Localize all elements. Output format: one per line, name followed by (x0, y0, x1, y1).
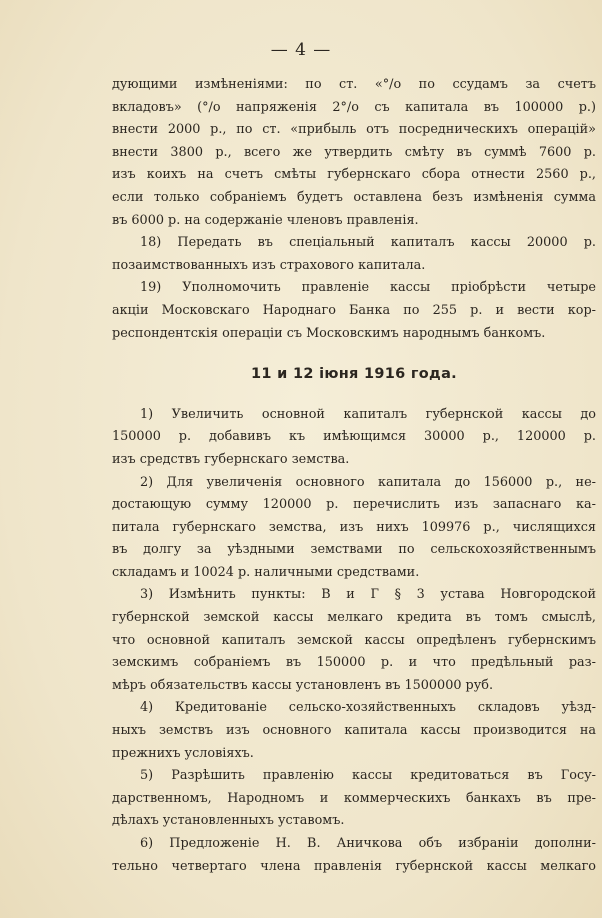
text-line: 6) Предложеніе Н. В. Аничкова объ избраніи дополни- (140, 836, 596, 851)
text-line: дующими измѣненіями: по ст. «°/о по ссудамъ за счетъ (112, 77, 596, 92)
text-line: прежнихъ условіяхъ. (112, 745, 254, 761)
paragraph-item-3 (112, 584, 596, 697)
text-line: респондентскія операціи съ Московскимъ народнымъ банкомъ. (112, 325, 546, 341)
text-line: губернской земской кассы мелкаго кредита въ томъ смыслѣ, (112, 610, 596, 626)
text-line: тельно четвертаго члена правленія губернской кассы мелкаго (112, 858, 596, 874)
text-line: 5) Разрѣшить правленію кассы кредитоваться въ Госу- (140, 768, 596, 784)
paragraph-item-6 (112, 833, 596, 878)
text-line: дарственномъ, Народномъ и коммерческихъ банкахъ въ пре- (112, 790, 596, 806)
text-line: достающую сумму 120000 р. перечислить изъ запаснаго ка- (112, 497, 596, 513)
paragraph-item-19 (112, 277, 596, 345)
text-line: земскимъ собраніемъ въ 150000 р. и что предѣльный раз- (112, 655, 596, 671)
text-line: что основной капиталъ земской кассы опредѣленъ губернскимъ (112, 632, 596, 648)
text-line: 18) Передать въ спеціальный капиталъ кассы 20000 р. (140, 235, 596, 251)
paragraph-item-1 (112, 404, 596, 472)
text-line: внести 2000 р., по ст. «прибыль отъ посредническихъ операцій» (112, 122, 596, 138)
page-number: — 4 — (270, 40, 332, 60)
paragraph-item-5 (112, 765, 596, 833)
text-line: дѣлахъ установленныхъ уставомъ. (112, 813, 345, 829)
text-line: въ 6000 р. на содержаніе членовъ правленія. (112, 212, 419, 228)
text-line: мѣръ обязательствъ кассы установленъ въ 1500000 руб. (112, 677, 494, 693)
paragraph-item-18 (112, 232, 596, 277)
text-line: 3) Измѣнить пункты: В и Г § 3 устава Новгородской (140, 587, 596, 603)
text-line: складамъ и 10024 р. наличными средствами. (112, 564, 420, 580)
document-body (112, 74, 596, 878)
text-line: 4) Кредитованіе сельско-хозяйственныхъ складовъ уѣзд- (140, 700, 596, 716)
text-line: 1) Увеличить основной капиталъ губернской кассы до (140, 406, 596, 422)
paragraph-item-4 (112, 697, 596, 765)
text-line: вкладовъ» (°/о напряженія 2°/о съ капитала въ 100000 р.) (112, 99, 596, 115)
section-heading: 11 и 12 іюня 1916 года. (251, 366, 457, 383)
text-line: въ долгу за уѣздными земствами по сельскохозяйственнымъ (112, 542, 596, 558)
text-line: если только собраніемъ будетъ оставлена безъ измѣненія сумма (112, 189, 596, 205)
text-line: изъ коихъ на счетъ смѣты губернскаго сбора отнести 2560 р., (112, 167, 596, 183)
text-line: питала губернскаго земства, изъ нихъ 109976 р., числящихся (112, 519, 596, 535)
text-line: внести 3800 р., всего же утвердить смѣту въ суммѣ 7600 р. (112, 144, 596, 160)
text-line: ныхъ земствъ изъ основного капитала кассы производится на (112, 723, 596, 739)
text-line: изъ средствъ губернскаго земства. (112, 451, 350, 467)
text-line: 150000 р. добавивъ къ имѣющимся 30000 р., 120000 р. (112, 429, 596, 445)
text-line: 2) Для увеличенія основного капитала до 156000 р., не- (140, 474, 596, 490)
text-line: 19) Уполномочить правленіе кассы пріобрѣсти четыре (140, 280, 596, 296)
text-line: акціи Московскаго Народнаго Банка по 255 р. и вести кор- (112, 302, 596, 318)
paragraph-item-2 (112, 472, 596, 585)
paragraph-continuation (112, 74, 596, 232)
text-line: позаимствованныхъ изъ страхового капитала. (112, 257, 426, 273)
